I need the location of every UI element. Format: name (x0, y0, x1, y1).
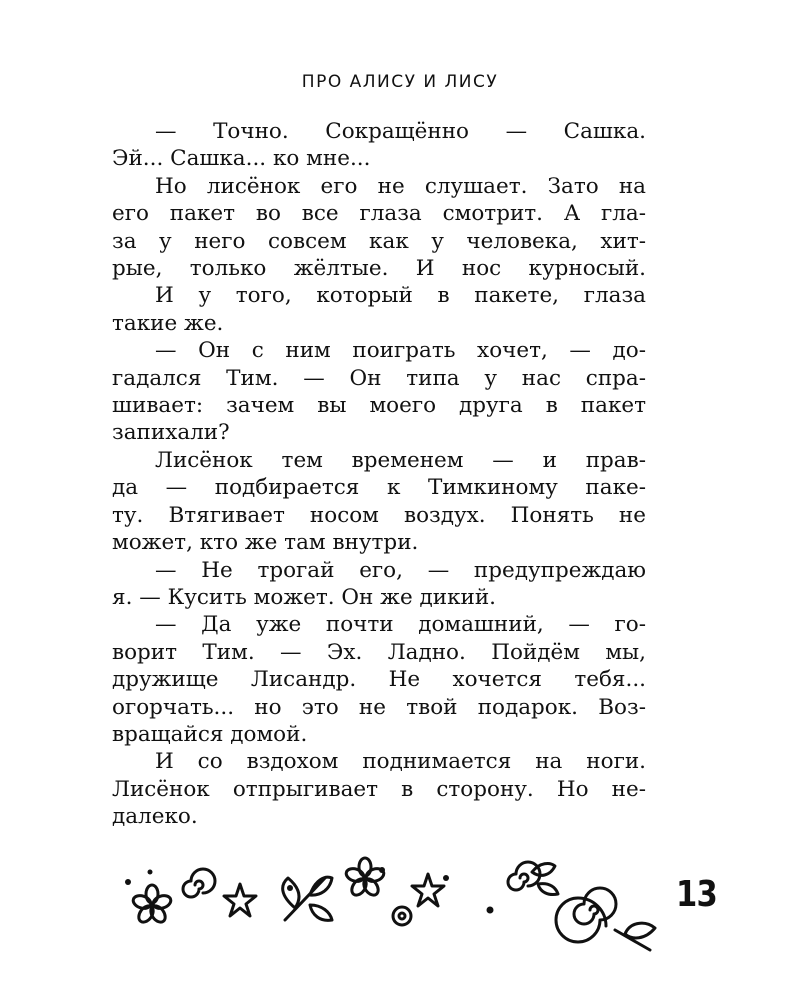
dot-icon (487, 907, 494, 914)
paragraph-6 (112, 557, 646, 612)
text-line: — Точно. Сокращённо — Сашка. (155, 119, 646, 144)
text-line: гадался Тим. — Он типа у нас спра- (112, 365, 646, 391)
text-line: шивает: зачем вы моего друга в пакет (112, 393, 646, 419)
leaf-icon (625, 923, 655, 938)
paragraph-1 (112, 118, 646, 173)
text-line: — Не трогай его, — предупреждаю (155, 557, 646, 583)
flower-icon (132, 885, 173, 925)
leaf-icon (310, 905, 332, 920)
text-line: И со вздохом поднимается на ноги. (155, 749, 646, 775)
flower-icon (412, 874, 444, 906)
running-header: ПРО АЛИСУ И ЛИСУ (301, 72, 499, 92)
text-line: — Он с ним поиграть хочет, — до- (155, 338, 646, 364)
spiral-icon (508, 862, 540, 890)
dot-icon (125, 879, 131, 885)
spiral-icon (183, 869, 215, 897)
branch-icon (615, 930, 650, 950)
text-line: — Да уже почти домашний, — го- (155, 612, 646, 638)
text-line: вращайся домой. (112, 721, 308, 747)
page-number: 13 (676, 874, 717, 915)
text-line: ту. Втягивает носом воздух. Понять не (112, 502, 646, 528)
leaf-icon (283, 878, 299, 908)
text-line: дружище Лисандр. Не хочется тебя... (112, 667, 646, 693)
paragraph-8 (112, 748, 646, 830)
flower-icon (224, 884, 256, 916)
paragraph-7 (112, 611, 646, 748)
flower-icon (345, 858, 386, 898)
text-line: огорчать... но это не твой подарок. Воз- (112, 694, 646, 720)
text-line: за у него совсем как у человека, хит- (112, 228, 646, 254)
text-line: ворит Тим. — Эх. Ладно. Пойдём мы, (112, 639, 646, 665)
text-line: такие же. (112, 310, 224, 336)
dot-icon (287, 885, 293, 891)
text-line: Лисёнок тем временем — и прав- (155, 447, 646, 473)
text-line: его пакет во все глаза смотрит. А гла- (112, 201, 646, 227)
body-text (112, 118, 646, 831)
text-line: далеко. (112, 804, 198, 830)
text-line: Но лисёнок его не слушает. Зато на (155, 173, 646, 199)
text-line: да — подбирается к Тимкиному паке- (112, 475, 646, 501)
paragraph-4 (112, 337, 646, 447)
ring-icon (393, 907, 411, 925)
text-line: может, кто же там внутри. (112, 530, 419, 556)
leaf-icon (538, 884, 558, 895)
text-line: я. — Кусить может. Он же дикий. (112, 584, 497, 610)
text-line: Эй... Сашка... ко мне... (112, 146, 371, 172)
dot-icon (148, 870, 153, 875)
floral-ornament (110, 850, 670, 960)
spiral-icon (556, 888, 616, 942)
paragraph-5 (112, 447, 646, 557)
paragraph-3 (112, 282, 646, 337)
paragraph-2 (112, 173, 646, 283)
text-line: запихали? (112, 420, 230, 446)
text-line: Лисёнок отпрыгивает в сторону. Но не- (112, 776, 646, 802)
ring-icon (399, 913, 405, 919)
text-line: И у того, который в пакете, глаза (155, 283, 646, 309)
text-line: рые, только жёлтые. И нос курносый. (112, 256, 646, 282)
branch-icon (285, 878, 325, 920)
dot-icon (443, 875, 449, 881)
